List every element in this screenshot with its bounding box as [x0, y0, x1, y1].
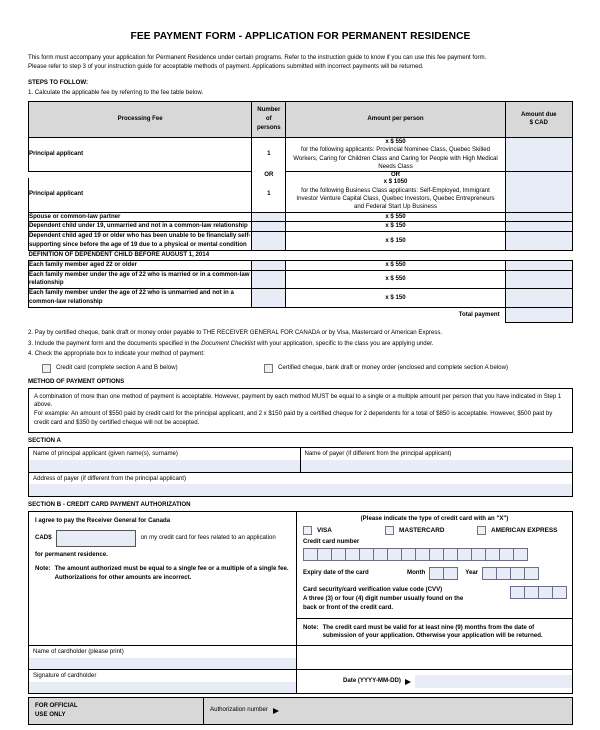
- date-row: [297, 670, 572, 693]
- credit-card-number-input[interactable]: [297, 548, 572, 561]
- card-type-amex-label: AMERICAN EXPRESS: [491, 527, 558, 535]
- payment-method-checkboxes: [28, 364, 573, 373]
- row-amount-due-input-4[interactable]: [505, 222, 572, 232]
- def-row-amount-1: [286, 260, 505, 270]
- field-cardholder-name[interactable]: [29, 646, 297, 669]
- def-row-amount-value-3: x $ 150: [385, 293, 406, 301]
- credit-card-digit-box[interactable]: [359, 548, 374, 561]
- row-amount-due-input-3[interactable]: [505, 212, 572, 222]
- row-label-principal-applicant-2: Principal applicant: [29, 178, 252, 212]
- credit-card-number-label: Credit card number: [303, 538, 360, 546]
- card-validity-note-text: The credit card must be valid for at least nine (9) months from the date of submission of your application. Otherwise your application will be returned.: [322, 623, 543, 640]
- fee-table-header-row: [29, 102, 573, 137]
- cvv-row: [297, 580, 572, 612]
- checkbox-cheque[interactable]: [264, 364, 273, 373]
- payment-option-credit-card[interactable]: [42, 364, 264, 373]
- step-2: 2. Pay by certified cheque, bank draft or money order payable to THE RECEIVER GENERAL FOR CANADA or by Visa, Mastercard or American Express.: [28, 329, 443, 337]
- def-row-amount-due-input-3[interactable]: [505, 289, 572, 308]
- card-type-options: [297, 526, 572, 538]
- credit-card-digit-box[interactable]: [457, 548, 472, 561]
- credit-card-digit-box[interactable]: [373, 548, 388, 561]
- definition-heading-row: [29, 250, 573, 260]
- row-label-spouse: Spouse or common-law partner: [29, 212, 252, 222]
- agree-text: I agree to pay the Receiver General for Canada: [35, 517, 171, 525]
- credit-card-digit-box[interactable]: [471, 548, 486, 561]
- table-row: [29, 260, 573, 270]
- row-amount-value-1: x $ 550: [385, 137, 406, 145]
- card-type-visa[interactable]: [303, 526, 385, 535]
- field-payer-address-label: Address of payer (if different from the principal applicant): [33, 474, 186, 482]
- date-label: Date (YYYY-MM-DD): [343, 677, 401, 685]
- checkbox-visa[interactable]: [303, 526, 312, 535]
- header-amount-due-line1: Amount due: [521, 110, 557, 118]
- def-row-label-1: Each family member aged 22 or older: [29, 260, 252, 270]
- official-use-line-2: USE ONLY: [35, 710, 66, 718]
- field-principal-applicant-name[interactable]: [29, 448, 301, 472]
- header-amount-due: [505, 102, 572, 137]
- card-type-mastercard[interactable]: [385, 526, 477, 535]
- credit-card-digit-box[interactable]: [499, 548, 514, 561]
- cvv-digit-box[interactable]: [552, 586, 567, 599]
- field-principal-applicant-name-label: Name of principal applicant (given name(s), surname): [33, 449, 178, 457]
- expiry-month-input[interactable]: [429, 567, 457, 580]
- amount-note-text: The amount authorized must be equal to a single fee or a multiple of a single fee. Authorizations for other amounts are incorrect.: [54, 564, 289, 581]
- step-3-part-b: with your application, specific to the class you are applying under.: [255, 339, 434, 347]
- row-amount-1: [286, 137, 505, 171]
- official-use-line-1: FOR OFFICIAL: [35, 701, 78, 709]
- step-3-italic: Document Checklist: [201, 339, 256, 347]
- credit-card-digit-box[interactable]: [429, 548, 444, 561]
- cardholder-name-right-spacer: [297, 646, 572, 669]
- step-4: 4. Check the appropriate box to indicate your method of payment:: [28, 349, 205, 357]
- intro-paragraph-1: This form must accompany your application for Permanent Residence under certain programs. Refer to the instruction guide to know if you can use this fee payment form.: [28, 53, 487, 61]
- cad-amount-input[interactable]: [56, 530, 136, 547]
- cad-label: CAD$: [35, 534, 52, 542]
- def-row-persons-input-2[interactable]: [252, 270, 286, 289]
- or-separator: OR: [252, 172, 286, 179]
- field-cardholder-name-input[interactable]: [29, 658, 296, 669]
- field-payer-address-input[interactable]: [29, 484, 572, 496]
- checkbox-mastercard[interactable]: [385, 526, 394, 535]
- card-type-mastercard-label: MASTERCARD: [399, 527, 445, 535]
- field-payer-name-label: Name of payer (if different from the principal applicant): [304, 449, 452, 457]
- amount-note: [29, 560, 296, 588]
- cvv-digit-box[interactable]: [524, 586, 539, 599]
- def-row-persons-input-3[interactable]: [252, 289, 286, 308]
- fee-payment-form: [28, 30, 573, 725]
- row-amount-value-5: x $ 150: [385, 236, 406, 244]
- section-b-heading: SECTION B - CREDIT CARD PAYMENT AUTHORIZATION: [28, 501, 191, 509]
- field-signature[interactable]: [29, 670, 297, 693]
- credit-card-digit-box[interactable]: [401, 548, 416, 561]
- row-amount-2: [286, 178, 505, 212]
- table-row: [29, 289, 573, 308]
- table-row: [29, 270, 573, 289]
- signature-row: [28, 670, 573, 694]
- credit-card-digit-box[interactable]: [303, 548, 318, 561]
- header-number-of-persons: [252, 102, 286, 137]
- row-amount-5: [286, 232, 505, 251]
- section-b-body: [28, 511, 573, 646]
- definition-heading: DEFINITION OF DEPENDENT CHILD BEFORE AUGUST 1, 2014: [28, 250, 210, 258]
- authorization-number-row: [204, 698, 572, 724]
- table-row: [29, 222, 573, 232]
- row-amount-detail-2: for the following Business Class applicants: Self-Employed, Immigrant Investor Venture Capital Class, Quebec Investors, Quebec Entrepreneurs and Federal Start Up Business: [296, 186, 495, 211]
- expiry-year-digit-box[interactable]: [496, 567, 511, 580]
- row-amount-value-4: x $ 150: [385, 222, 406, 230]
- total-payment-label: Total payment: [458, 310, 500, 318]
- credit-card-digit-box[interactable]: [415, 548, 430, 561]
- table-row: [29, 212, 573, 222]
- field-payer-name-input[interactable]: [301, 460, 573, 472]
- credit-card-digit-box[interactable]: [387, 548, 402, 561]
- field-principal-applicant-name-input[interactable]: [29, 460, 300, 472]
- authorization-number-label: Authorization number: [210, 706, 268, 714]
- expiry-date-label: Expiry date of the card: [303, 569, 369, 577]
- card-type-visa-label: VISA: [317, 527, 332, 535]
- row-amount-3: [286, 212, 505, 222]
- cvv-description-1: A three (3) or four (4) digit number usually found on the: [303, 594, 464, 602]
- def-row-amount-2: [286, 270, 505, 289]
- row-amount-4: [286, 222, 505, 232]
- field-cardholder-name-label: Name of cardholder (please print): [33, 648, 124, 656]
- field-signature-label: Signature of cardholder: [33, 672, 97, 680]
- def-row-amount-value-1: x $ 550: [385, 260, 406, 268]
- or-separator-row: [29, 172, 573, 179]
- expiry-month-digit-box[interactable]: [443, 567, 458, 580]
- row-label-dependent-child-19-or-older: Dependent child aged 19 or older who has been unable to be financially self-supporting since before the age of 19 due to a physical or mental condition: [29, 232, 252, 251]
- header-amount-per-person: Amount per person: [286, 102, 505, 137]
- total-payment-input[interactable]: [505, 307, 572, 322]
- total-payment-row: [29, 307, 573, 322]
- cvv-label: Card security/card verification value code (CVV): [303, 586, 443, 594]
- fee-table: [28, 101, 573, 323]
- or-spacer-right: [505, 172, 572, 179]
- step-1: 1. Calculate the applicable fee by referring to the fee table below.: [28, 89, 204, 97]
- arrow-right-icon: [405, 679, 411, 685]
- row-label-dependent-child-under-19: Dependent child under 19, unmarried and not in a common-law relationship: [29, 222, 252, 232]
- steps-heading: STEPS TO FOLLOW:: [28, 79, 89, 87]
- cvv-digit-box[interactable]: [538, 586, 553, 599]
- arrow-right-icon: [273, 708, 279, 714]
- cvv-description-2: back or front of the credit card.: [303, 603, 394, 611]
- checkbox-american-express[interactable]: [477, 526, 486, 535]
- expiry-year-digit-box[interactable]: [510, 567, 525, 580]
- field-payer-name[interactable]: [301, 448, 573, 472]
- credit-card-digit-box[interactable]: [513, 548, 528, 561]
- card-validity-note-label: Note:: [303, 623, 319, 631]
- table-row: [29, 232, 573, 251]
- def-row-amount-due-input-1[interactable]: [505, 260, 572, 270]
- card-validity-note: [297, 618, 572, 646]
- intro-paragraph-2: Please refer to step 3 of your instruction guide for acceptable methods of payment. Applications submitted with incorrect payments will be returned.: [28, 62, 424, 70]
- credit-card-digit-box[interactable]: [331, 548, 346, 561]
- on-my-credit-card-text: on my credit card for fees related to an application: [140, 534, 276, 542]
- or-spacer-left: [29, 172, 252, 179]
- table-row: [29, 137, 573, 171]
- def-row-amount-3: [286, 289, 505, 308]
- header-processing-fee: Processing Fee: [29, 102, 252, 137]
- payment-options-line-1: A combination of more than one method of payment is acceptable. However, payment by each method MUST be equal to a single or a multiple amount per person that you have indicated in Step 1 above.: [34, 392, 562, 409]
- total-spacer-1: [29, 307, 252, 322]
- row-persons-input-4[interactable]: [252, 222, 286, 232]
- table-row: [29, 178, 573, 212]
- header-number-of-persons-line2: persons: [256, 123, 281, 131]
- row-label-principal-applicant-1: Principal applicant: [29, 137, 252, 171]
- cvv-digit-box[interactable]: [510, 586, 525, 599]
- cvv-input[interactable]: [510, 586, 566, 599]
- authorization-number-input[interactable]: [283, 706, 566, 715]
- page-title: FEE PAYMENT FORM - APPLICATION FOR PERMANENT RESIDENCE: [130, 31, 471, 42]
- checkbox-credit-card[interactable]: [42, 364, 51, 373]
- year-label: Year: [465, 569, 479, 577]
- section-b-right-column: [297, 512, 572, 645]
- official-use-section: [28, 697, 573, 725]
- header-number-of-persons-line1: Number of: [257, 106, 281, 122]
- row-persons-input-5[interactable]: [252, 232, 286, 251]
- row-amount-detail-1: for the following applicants: Provincial Nominee Class, Quebec Skilled Workers, Caring for Children Class and Caring for People with High Medical Needs Class: [293, 146, 498, 170]
- credit-card-digit-box[interactable]: [443, 548, 458, 561]
- payment-option-cheque-label: Certified cheque, bank draft or money order (enclosed and complete section A below): [278, 363, 508, 371]
- steps-list: [28, 329, 573, 358]
- row-amount-value-3: x $ 550: [385, 212, 406, 220]
- header-amount-due-line2: $ CAD: [529, 119, 548, 127]
- step-3: [28, 340, 573, 349]
- credit-card-digit-box[interactable]: [485, 548, 500, 561]
- field-date-input[interactable]: [415, 675, 572, 688]
- credit-card-digit-box[interactable]: [345, 548, 360, 561]
- for-permanent-residence-text: for permanent residence.: [35, 551, 108, 559]
- def-row-persons-input-1[interactable]: [252, 260, 286, 270]
- expiry-year-digit-box[interactable]: [524, 567, 539, 580]
- field-signature-input[interactable]: [29, 682, 296, 693]
- payment-options-line-2: For example: An amount of $550 paid by credit card for the principal applicant, and 2 x $150 paid by a certified cheque for 2 dependents for a total of $850 is acceptable. However, $500 paid by credit card and $350 by certified cheque will not be accepted.: [34, 410, 553, 427]
- expiry-year-digit-box[interactable]: [482, 567, 497, 580]
- payment-option-cheque[interactable]: [264, 364, 508, 373]
- amount-note-label: Note:: [35, 564, 51, 572]
- field-payer-address[interactable]: [28, 472, 573, 498]
- step-3-part-a: 3. Include the payment form and the documents specified in the: [28, 339, 202, 347]
- expiry-month-digit-box[interactable]: [429, 567, 444, 580]
- credit-card-digit-box[interactable]: [317, 548, 332, 561]
- card-type-amex[interactable]: [477, 526, 557, 535]
- def-row-label-3: Each family member under the age of 22 who is unmarried and not in a common-law relationship: [29, 289, 252, 308]
- field-date[interactable]: [297, 670, 572, 693]
- row-amount-due-input-1[interactable]: [505, 137, 572, 171]
- payment-options-heading: METHOD OF PAYMENT OPTIONS: [28, 377, 125, 385]
- card-type-instruction: (Please indicate the type of credit card with an "X"): [360, 515, 509, 523]
- section-b-left-column: [29, 512, 297, 645]
- intro-text: [28, 54, 573, 72]
- cvv-text-block: [303, 586, 510, 612]
- cad-amount-row: [29, 526, 296, 547]
- expiry-year-input[interactable]: [482, 567, 538, 580]
- payment-option-credit-card-label: Credit card (complete section A and B below): [56, 363, 178, 371]
- official-use-label: [29, 698, 204, 724]
- row-persons-1: 1: [252, 137, 286, 171]
- def-row-label-2: Each family member under the age of 22 who is married or in a common-law relationship: [29, 270, 252, 289]
- total-spacer-2: [252, 307, 286, 322]
- def-row-amount-value-2: x $ 550: [385, 275, 406, 283]
- row-amount-value-2: x $ 1050: [383, 178, 408, 186]
- def-row-amount-due-input-2[interactable]: [505, 270, 572, 289]
- expiry-date-row: [297, 561, 572, 580]
- section-a-heading: SECTION A: [28, 436, 61, 444]
- row-amount-due-input-5[interactable]: [505, 232, 572, 251]
- cardholder-name-row: [28, 646, 573, 670]
- section-a-names-row: [28, 447, 573, 472]
- row-persons-2: 1: [252, 178, 286, 212]
- row-amount-due-input-2[interactable]: [505, 178, 572, 212]
- row-persons-input-3[interactable]: [252, 212, 286, 222]
- payment-options-box: [28, 388, 573, 433]
- month-label: Month: [407, 569, 426, 577]
- or-separator-amount: OR: [286, 172, 505, 179]
